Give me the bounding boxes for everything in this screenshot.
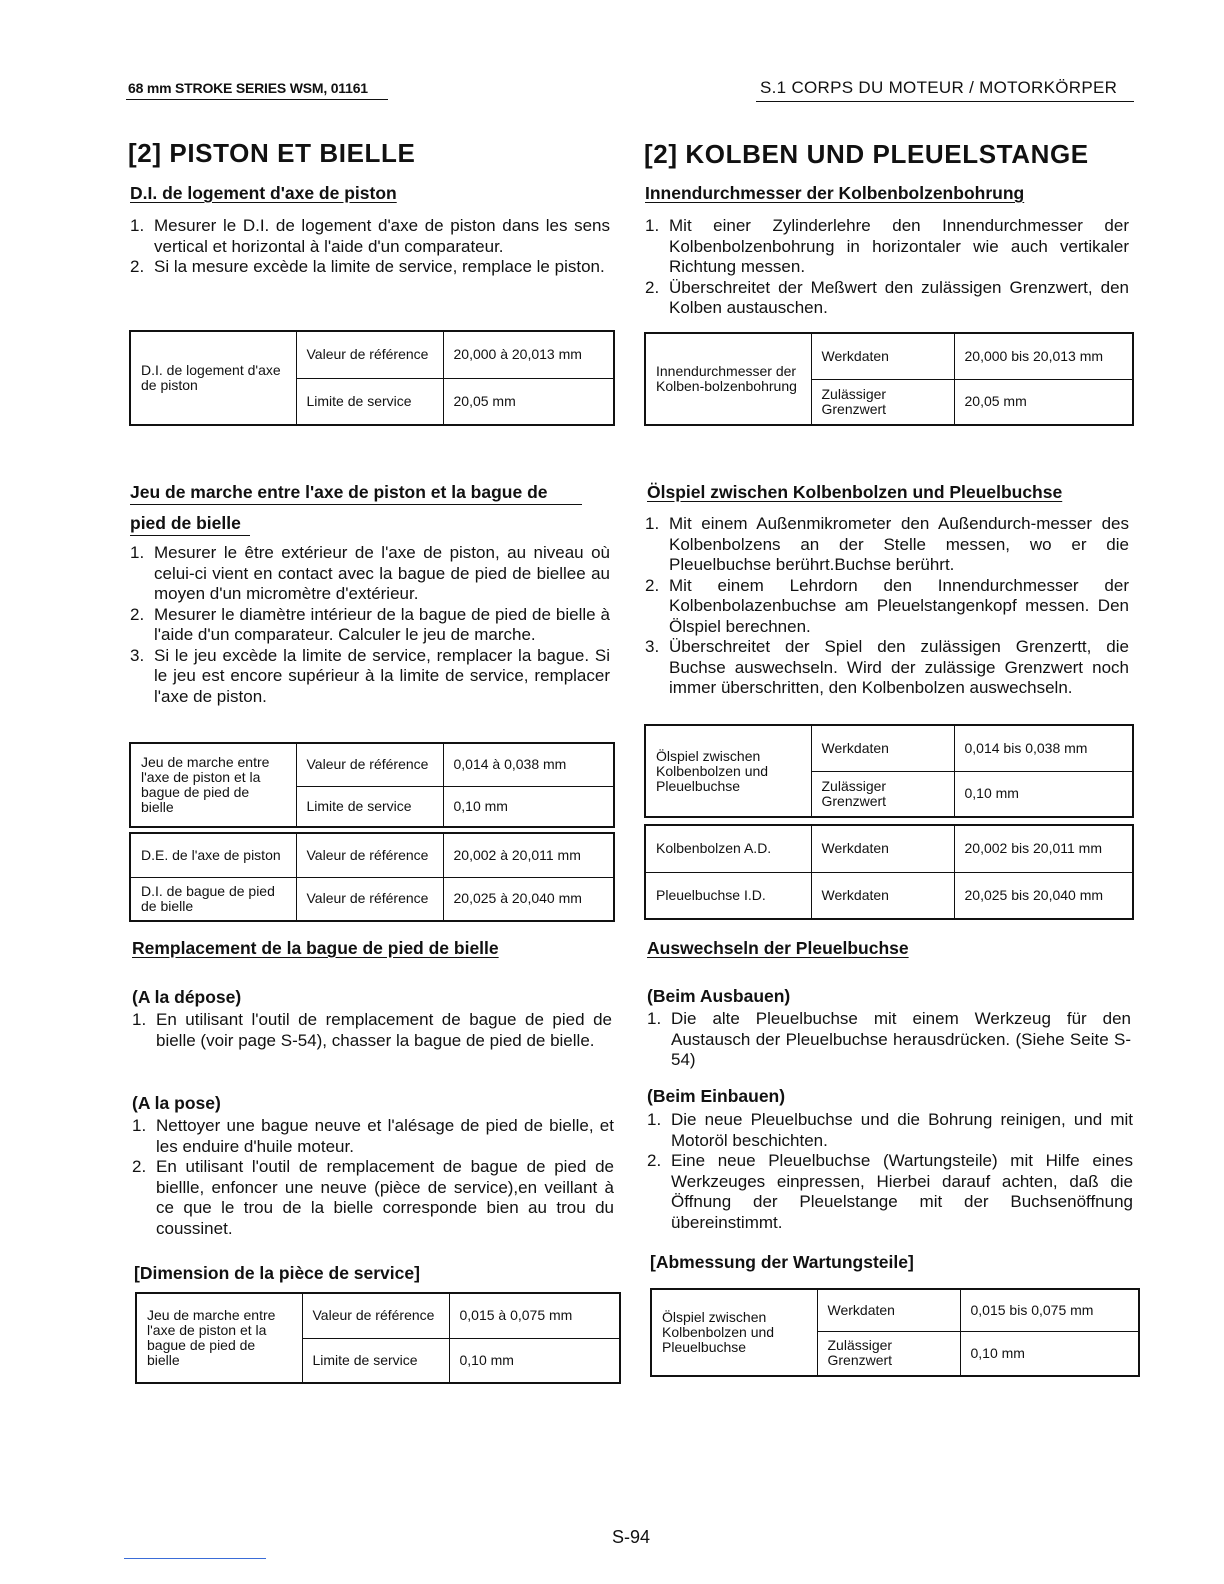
fr-s2-t2-a-key: Valeur de référence — [296, 833, 443, 877]
de-s2-t2-a-label: Kolbenbolzen A.D. — [645, 825, 811, 872]
fr-s1-r1-key: Valeur de référence — [296, 331, 443, 378]
list-item: 1. Mit einer Zylinderlehre den Innendurchmesser der Kolbenbolzenbohrung in horizontaler wie auch vertikaler Richtung messen. — [645, 216, 1129, 276]
de-s1-r1-key: Werkdaten — [811, 333, 954, 379]
de-s3-r2-key: Zulässiger Grenzwert — [817, 1331, 960, 1376]
de-s2-spec-table-2 — [644, 824, 1134, 920]
fr-s3-r2-value: 0,10 mm — [449, 1338, 620, 1383]
de-s3-label: Ölspiel zwischen Kolbenbolzen und Pleuelbuchse — [651, 1289, 817, 1376]
fr-s2-t1-r1-value: 0,014 à 0,038 mm — [443, 743, 614, 786]
fr-s3-r1-key: Valeur de référence — [302, 1293, 449, 1338]
fr-s3-r2-key: Limite de service — [302, 1338, 449, 1383]
de-s2-steps — [645, 514, 1129, 699]
fr-s2-t2-a-label: D.E. de l'axe de piston — [130, 833, 296, 877]
de-s1-spec-table — [644, 332, 1134, 426]
de-s1-r2-key: Zulässiger Grenzwert — [811, 379, 954, 425]
de-s3-dim-title: [Abmessung der Wartungsteile] — [650, 1252, 914, 1272]
fr-s2-heading-1: Jeu de marche entre l'axe de piston et la bague de — [130, 482, 548, 502]
fr-s2-t2-b-value: 20,025 à 20,040 mm — [443, 877, 614, 921]
de-s3-r2-value: 0,10 mm — [960, 1331, 1139, 1376]
de-s1-steps — [645, 216, 1129, 319]
de-s2-t2-a-value: 20,002 bis 20,011 mm — [954, 825, 1133, 872]
de-s2-t1-r1-key: Werkdaten — [811, 725, 954, 771]
fr-s3-install-steps — [132, 1116, 614, 1239]
de-s1-r2-value: 20,05 mm — [954, 379, 1133, 425]
de-s2-t2-b-label: Pleuelbuchse I.D. — [645, 872, 811, 919]
fr-s2-steps — [130, 543, 610, 707]
de-s2-t1-label: Ölspiel zwischen Kolbenbolzen und Pleuelbuchse — [645, 725, 811, 817]
header-rule-left — [126, 99, 388, 100]
fr-s2-spec-table-2 — [129, 832, 615, 922]
fr-s1-spec-table — [129, 330, 615, 426]
fr-s1-r2-value: 20,05 mm — [443, 378, 614, 425]
fr-s3-install-title: (A la pose) — [132, 1093, 221, 1113]
de-s3-removal-title: (Beim Ausbauen) — [647, 986, 791, 1006]
header-left: 68 mm STROKE SERIES WSM, 01161 — [128, 80, 368, 96]
fr-s3-heading: Remplacement de la bague de pied de bielle — [132, 938, 499, 958]
fr-s2-heading-rule-2 — [130, 535, 250, 536]
list-item: 3. Si le jeu excède la limite de service, remplacer la bague. Si le jeu est encore supérieur à la limite de service, remplacer l'axe de piston. — [130, 645, 610, 706]
fr-s2-t1-label: Jeu de marche entre l'axe de piston et la bague de pied de bielle — [130, 743, 296, 827]
list-item: 1. Nettoyer une bague neuve et l'alésage de pied de bielle, et les enduire d'huile moteur. — [132, 1116, 614, 1156]
fr-s1-steps — [130, 216, 610, 278]
list-item: 2. En utilisant l'outil de remplacement de bague de pied de biellle, enfoncer une neuve (pièce de service),en veillant à ce que le trou de la bielle corresponde bien au trou du coussinet. — [132, 1157, 614, 1238]
fr-title: [2] PISTON ET BIELLE — [128, 138, 416, 168]
de-s2-t2-b-value: 20,025 bis 20,040 mm — [954, 872, 1133, 919]
fr-s3-label: Jeu de marche entre l'axe de piston et la bague de pied de bielle — [136, 1293, 302, 1383]
list-item: 2. Mesurer le diamètre intérieur de la bague de pied de bielle à l'aide d'un comparateur. Calculer le jeu de marche. — [130, 604, 610, 644]
de-s3-heading: Auswechseln der Pleuelbuchse — [647, 938, 909, 958]
fr-s3-spec-table — [135, 1292, 621, 1384]
de-s2-heading: Ölspiel zwischen Kolbenbolzen und Pleuelbuchse — [647, 482, 1063, 502]
list-item: 1. Die alte Pleuelbuchse mit einem Werkzeug für den Austausch der Pleuelbuchse herausdrücken. (Siehe Seite S-54) — [647, 1009, 1131, 1069]
de-s2-t1-r2-value: 0,10 mm — [954, 771, 1133, 817]
de-s2-t2-b-key: Werkdaten — [811, 872, 954, 919]
list-item: 1. Mit einem Außenmikrometer den Außendurch-messer des Kolbenbolzens an der Stelle messen, wo er die Pleuelbuchse berührt.Buchse berührt. — [645, 514, 1129, 574]
fr-s2-t1-r1-key: Valeur de référence — [296, 743, 443, 786]
de-s3-spec-table — [650, 1288, 1140, 1377]
de-s3-install-title: (Beim Einbauen) — [647, 1086, 786, 1106]
fr-s2-t1-r2-key: Limite de service — [296, 786, 443, 827]
de-s3-r1-key: Werkdaten — [817, 1289, 960, 1331]
de-title: [2] KOLBEN UND PLEUELSTANGE — [644, 139, 1089, 169]
list-item: 1. Die neue Pleuelbuchse und die Bohrung reinigen, und mit Motoröl beschichten. — [647, 1110, 1133, 1150]
de-s2-spec-table-1 — [644, 724, 1134, 818]
de-s3-r1-value: 0,015 bis 0,075 mm — [960, 1289, 1139, 1331]
fr-s2-t2-b-label: D.I. de bague de pied de bielle — [130, 877, 296, 921]
fr-s3-dim-title: [Dimension de la pièce de service] — [134, 1263, 420, 1283]
list-item: 1. Mesurer le être extérieur de l'axe de piston, au niveau où celui-ci vient en contact avec la bague de pied de biellee au moyen d'un micromètre d'extérieur. — [130, 543, 610, 603]
de-s2-t1-r2-key: Zulässiger Grenzwert — [811, 771, 954, 817]
page-number: S-94 — [612, 1527, 651, 1547]
list-item: 2. Mit einem Lehrdorn den Innendurchmesser der Kolbenbolazenbuchse am Pleuelstangenkopf messen. Den Ölspiel berechnen. — [645, 575, 1129, 636]
fr-s1-heading: D.I. de logement d'axe de piston — [130, 183, 397, 203]
fr-s3-r1-value: 0,015 à 0,075 mm — [449, 1293, 620, 1338]
header-right: S.1 CORPS DU MOTEUR / MOTORKÖRPER — [760, 78, 1118, 97]
header-rule-right — [756, 101, 1134, 102]
list-item: 2. Überschreitet der Meßwert den zulässigen Grenzwert, den Kolben austauschen. — [645, 277, 1129, 317]
de-s1-heading: Innendurchmesser der Kolbenbolzenbohrung — [645, 183, 1025, 203]
de-s2-t2-a-key: Werkdaten — [811, 825, 954, 872]
fr-s3-removal-steps — [132, 1010, 612, 1051]
fr-s1-r2-key: Limite de service — [296, 378, 443, 425]
fr-s2-t2-b-key: Valeur de référence — [296, 877, 443, 921]
fr-s2-spec-table-1 — [129, 742, 615, 828]
fr-s1-r1-value: 20,000 à 20,013 mm — [443, 331, 614, 378]
fr-s2-heading-2: pied de bielle — [130, 513, 241, 533]
de-s1-r1-value: 20,000 bis 20,013 mm — [954, 333, 1133, 379]
footer-line — [124, 1558, 266, 1559]
de-s2-t1-r1-value: 0,014 bis 0,038 mm — [954, 725, 1133, 771]
fr-s2-heading-rule-1 — [130, 504, 582, 505]
list-item: 2. Eine neue Pleuelbuchse (Wartungsteile) mit Hilfe eines Werkzeuges einpressen, Hierbei darauf achten, daß die Öffnung der Pleuelstange mit der Buchsenöffnung übereinstimmt. — [647, 1151, 1133, 1232]
list-item: 2. Si la mesure excède la limite de service, remplace le piston. — [130, 257, 605, 276]
de-s3-install-steps — [647, 1110, 1133, 1233]
fr-s2-t1-r2-value: 0,10 mm — [443, 786, 614, 827]
fr-s1-label: D.I. de logement d'axe de piston — [130, 331, 296, 425]
list-item: 1. Mesurer le D.I. de logement d'axe de piston dans les sens vertical et horizontal à l'aide d'un comparateur. — [130, 216, 610, 256]
fr-s2-t2-a-value: 20,002 à 20,011 mm — [443, 833, 614, 877]
list-item: 1. En utilisant l'outil de remplacement de bague de pied de bielle (voir page S-54), chasser la bague de pied de bielle. — [132, 1010, 612, 1050]
de-s1-label: Innendurchmesser der Kolben-bolzenbohrung — [645, 333, 811, 425]
de-s3-removal-steps — [647, 1009, 1131, 1071]
fr-s3-removal-title: (A la dépose) — [132, 987, 242, 1007]
list-item: 3. Überschreitet der Spiel den zulässigen Grenzertt, die Buchse auswechseln. Wird der zulässige Grenzwert noch immer überschritten, den Kolbenbolzen auswechseln. — [645, 637, 1129, 697]
